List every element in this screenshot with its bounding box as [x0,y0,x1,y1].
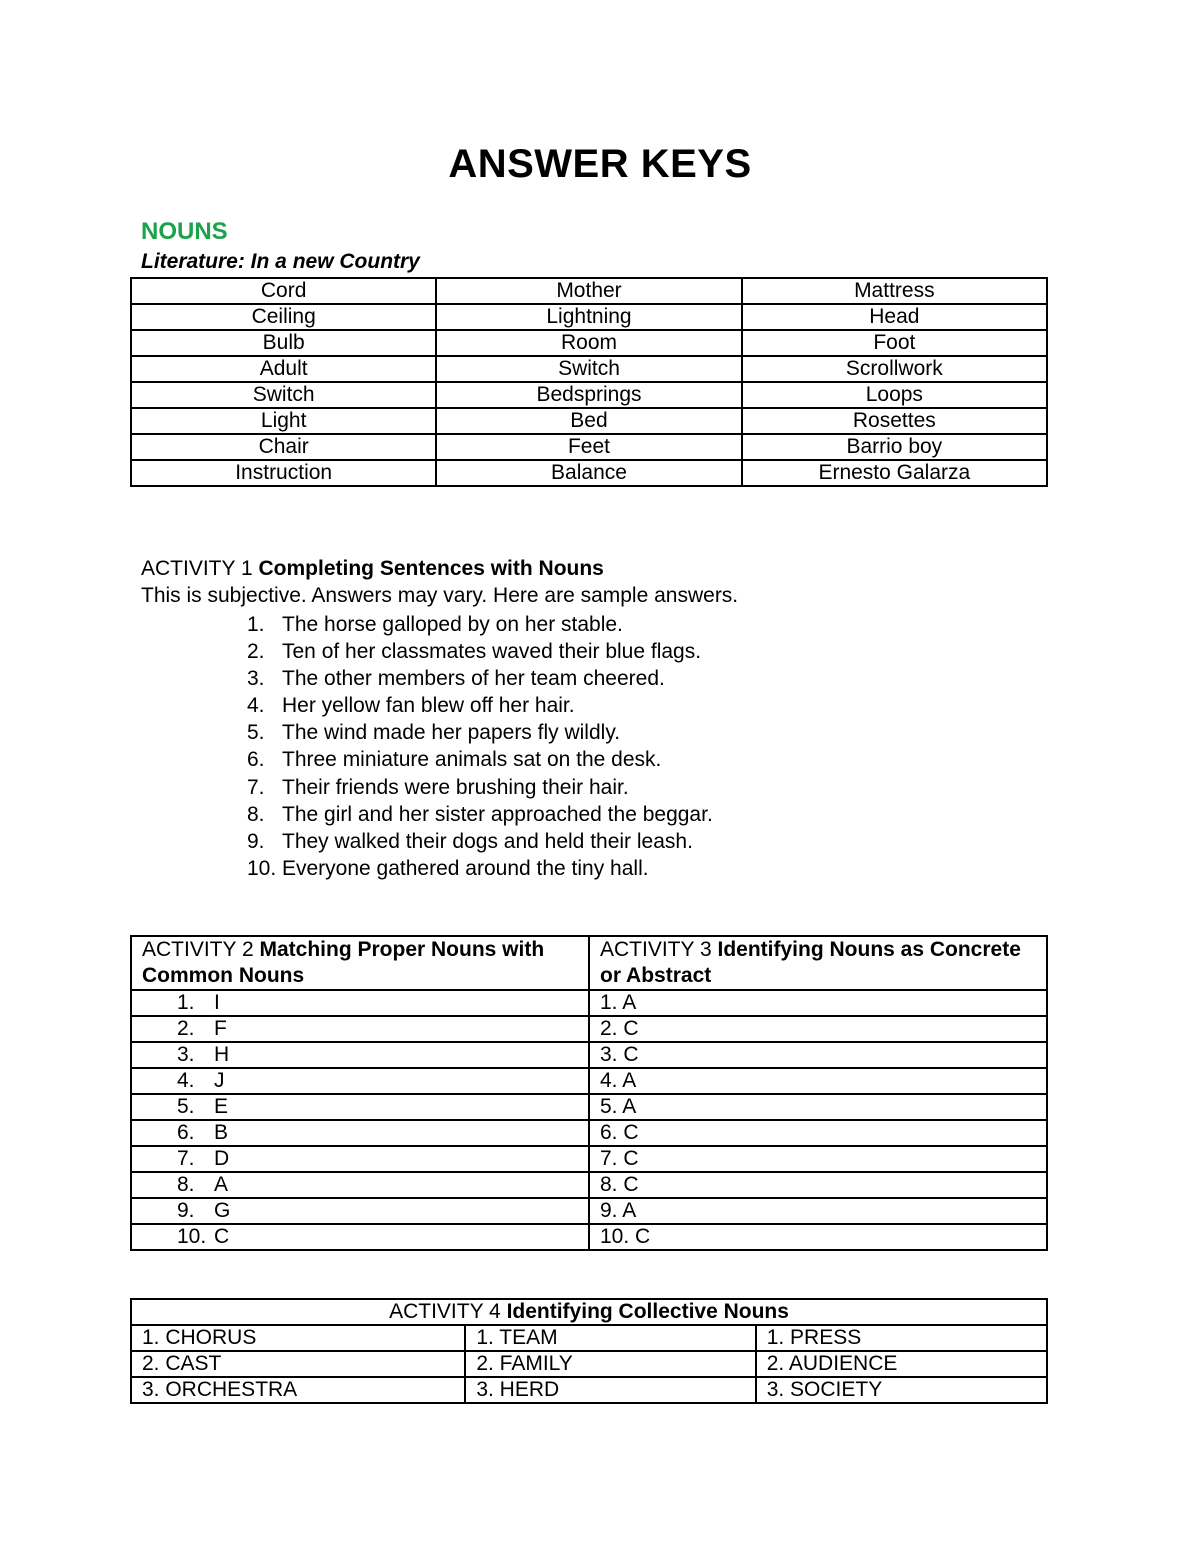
list-item [247,774,713,801]
activity2-answer: G [214,1199,231,1222]
table-row [131,1172,1047,1198]
table-row [131,1198,1047,1224]
noun-cell: Mother [436,278,741,304]
collective-noun-cell: 2. AUDIENCE [756,1351,1047,1377]
activity2-title: Matching Proper Nouns with Common Nouns [142,938,545,987]
sentence-text: The other members of her team cheered. [282,667,665,691]
activity4-label: ACTIVITY 4 [389,1300,501,1323]
noun-cell: Instruction [131,460,436,486]
noun-cell: Head [742,304,1047,330]
noun-cell: Lightning [436,304,741,330]
sentence-text: The horse galloped by on her stable. [282,613,623,636]
table-row [131,278,1047,304]
table-row [131,1068,1047,1094]
section-heading: NOUNS [141,218,228,245]
answer-number: 5. [177,1095,195,1118]
table-row [131,1325,1047,1351]
activity2-answer-cell [131,990,589,1016]
list-item [247,801,713,828]
activity2-answer: I [214,991,220,1014]
answer-number: 9. [177,1199,195,1222]
table-row [131,304,1047,330]
collective-noun-cell: 1. CHORUS [131,1325,465,1351]
list-item [247,692,713,719]
collective-noun-cell: 3. HERD [465,1377,755,1403]
table-row [131,1016,1047,1042]
activity3-answer: 6. C [589,1120,1047,1146]
table-row [131,382,1047,408]
activity2-answer-cell [131,1016,589,1042]
answer-number: 3. [177,1043,195,1066]
sentence-text: Everyone gathered around the tiny hall. [282,856,649,880]
activity2-answer-cell [131,1094,589,1120]
table-row [131,434,1047,460]
table-row [131,1042,1047,1068]
table-row [131,1351,1047,1377]
collective-noun-cell: 3. SOCIETY [756,1377,1047,1403]
activity2-answer: C [214,1225,230,1248]
collective-noun-cell: 3. ORCHESTRA [131,1377,465,1403]
list-item-number: 8. [247,802,265,826]
activity2-answer: A [214,1173,229,1196]
answer-number: 10. [177,1225,207,1248]
sentence-text: They walked their dogs and held their leash. [282,829,693,853]
noun-cell: Switch [436,356,741,382]
activity2-answer: H [214,1043,230,1066]
list-item-number: 2. [247,640,265,664]
noun-cell: Cord [131,278,436,304]
table-row [131,408,1047,434]
list-item-number: 9. [247,829,265,853]
activity1-title: Completing Sentences with Nouns [258,557,604,580]
sentence-text: The wind made her papers fly wildly. [282,721,621,745]
noun-cell: Barrio boy [742,434,1047,460]
activity3-answer: 8. C [589,1172,1047,1198]
list-item-number: 7. [247,775,265,799]
activity1-intro: This is subjective. Answers may vary. Here are sample answers. [141,584,739,607]
activity4-header [131,1299,1047,1325]
answer-number: 6. [177,1121,195,1144]
collective-noun-cell: 2. FAMILY [465,1351,755,1377]
noun-cell: Mattress [742,278,1047,304]
noun-cell: Room [436,330,741,356]
answer-number: 1. [177,991,195,1014]
list-item-number: 10. [247,856,277,880]
list-item-number: 1. [247,613,265,636]
list-item [247,855,713,882]
noun-cell: Loops [742,382,1047,408]
activity4-title: Identifying Collective Nouns [506,1300,789,1323]
table-row [131,1120,1047,1146]
activity2-answer-cell [131,1224,589,1250]
activity2-answer: E [214,1095,229,1118]
nouns-table [130,277,1048,487]
noun-cell: Bed [436,408,741,434]
sentence-text: Ten of her classmates waved their blue flags. [282,640,702,664]
activity2-answer-cell [131,1042,589,1068]
activity2-answer: F [214,1017,227,1040]
noun-cell: Ceiling [131,304,436,330]
activity2-answer-cell [131,1198,589,1224]
table-row [131,1224,1047,1250]
activity2-3-table [130,935,1048,1251]
list-item-number: 4. [247,694,265,718]
noun-cell: Rosettes [742,408,1047,434]
noun-cell: Balance [436,460,741,486]
activity3-label: ACTIVITY 3 [600,938,712,961]
activity1-heading [141,557,604,581]
collective-noun-cell: 1. PRESS [756,1325,1047,1351]
noun-cell: Light [131,408,436,434]
list-item [247,746,713,773]
list-item-number: 3. [247,667,265,691]
activity1-label: ACTIVITY 1 [141,557,253,580]
list-item-number: 5. [247,721,265,745]
activity3-answer: 1. A [589,990,1047,1016]
noun-cell: Switch [131,382,436,408]
answer-number: 2. [177,1017,195,1040]
page-title: ANSWER KEYS [448,142,752,186]
sentence-text: Her yellow fan blew off her hair. [282,694,575,718]
activity2-label: ACTIVITY 2 [142,938,254,961]
collective-noun-cell: 1. TEAM [465,1325,755,1351]
noun-cell: Adult [131,356,436,382]
list-item-number: 6. [247,748,265,772]
list-item [247,638,713,665]
activity4-table [130,1298,1048,1404]
noun-cell: Bedsprings [436,382,741,408]
table-row [131,990,1047,1016]
activity2-answer-cell [131,1146,589,1172]
activity2-header [131,936,589,990]
table-row [131,1146,1047,1172]
activity3-answer: 5. A [589,1094,1047,1120]
activity2-answer: D [214,1147,230,1170]
activity2-answer: J [214,1069,225,1092]
activity2-answer-cell [131,1172,589,1198]
answer-number: 4. [177,1069,195,1092]
activity3-answer: 3. C [589,1042,1047,1068]
noun-cell: Ernesto Galarza [742,460,1047,486]
sentence-text: Three miniature animals sat on the desk. [282,748,662,772]
sentence-text: Their friends were brushing their hair. [282,775,629,799]
table-row [131,1094,1047,1120]
collective-noun-cell: 2. CAST [131,1351,465,1377]
noun-cell: Bulb [131,330,436,356]
activity3-answer: 2. C [589,1016,1047,1042]
activity3-header [589,936,1047,990]
activity3-title: Identifying Nouns as Concrete or Abstract [600,938,1021,987]
list-item [247,611,713,638]
noun-cell: Chair [131,434,436,460]
noun-cell: Feet [436,434,741,460]
noun-cell: Foot [742,330,1047,356]
activity3-answer: 9. A [589,1198,1047,1224]
activity2-answer-cell [131,1068,589,1094]
literature-subtitle: Literature: In a new Country [141,250,420,273]
table-row [131,460,1047,486]
activity3-answer: 4. A [589,1068,1047,1094]
activity1-sentence-list [247,611,713,882]
answer-number: 8. [177,1173,195,1196]
answer-number: 7. [177,1147,195,1170]
list-item [247,828,713,855]
table-row [131,330,1047,356]
activity3-answer: 10. C [589,1224,1047,1250]
table-row [131,356,1047,382]
activity2-answer: B [214,1121,229,1144]
noun-cell: Scrollwork [742,356,1047,382]
list-item [247,665,713,692]
activity3-answer: 7. C [589,1146,1047,1172]
activity2-answer-cell [131,1120,589,1146]
list-item [247,719,713,746]
table-row [131,1377,1047,1403]
sentence-text: The girl and her sister approached the beggar. [282,802,713,826]
